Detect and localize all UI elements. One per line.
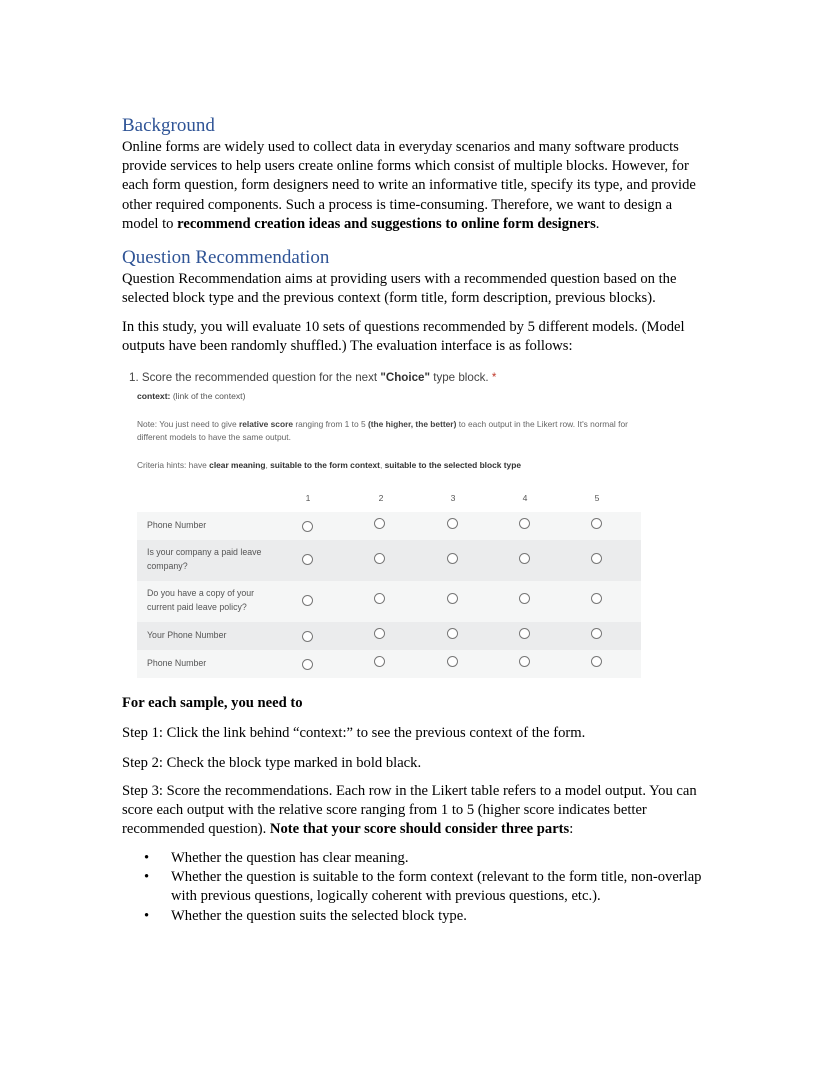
radio-button[interactable]	[519, 553, 530, 564]
row-label: Your Phone Number	[147, 630, 227, 640]
qr-paragraph-1: Question Recommendation aims at providing users with a recommended question based on the selected block type and the previous context (form title, form description, previous blocks).	[122, 271, 677, 307]
row-label: Phone Number	[147, 520, 207, 530]
question-recommendation-heading: Question Recommendation	[122, 247, 330, 268]
background-period: .	[595, 215, 600, 232]
background-paragraph	[122, 138, 712, 234]
radio-button[interactable]	[591, 628, 602, 639]
background-text: Online forms are widely used to collect data in everyday scenarios and many software products provide services to help users create online forms which consist of multiple blocks. However, for each form question, form designers need to write an informative title, specify its type, and provide other required components. Such a process is time-consuming. Therefore, we want to design a model to	[122, 139, 696, 232]
radio-button[interactable]	[591, 656, 602, 667]
radio-button[interactable]	[519, 628, 530, 639]
radio-button[interactable]	[447, 628, 458, 639]
row-label: Do you have a copy of your current paid leave policy?	[147, 588, 255, 612]
step-2: Step 2: Check the block type marked in bold black.	[122, 755, 422, 771]
list-item: • Whether the question suits the selected block type.	[122, 907, 712, 926]
scale-label: 1	[305, 493, 311, 503]
scale-label: 3	[450, 493, 456, 503]
step-1: Step 1: Click the link behind “context:” to see the previous context of the form.	[122, 725, 586, 741]
radio-button[interactable]	[519, 656, 530, 667]
context-link[interactable]: (link of the context)	[170, 391, 246, 401]
radio-button[interactable]	[302, 595, 313, 606]
radio-button[interactable]	[374, 553, 385, 564]
list-item: • Whether the question has clear meaning.	[122, 849, 712, 868]
likert-row	[137, 581, 641, 622]
context-label: context:	[137, 391, 171, 401]
radio-button[interactable]	[302, 631, 313, 642]
radio-button[interactable]	[302, 554, 313, 565]
radio-button[interactable]	[374, 593, 385, 604]
likert-row	[137, 512, 641, 540]
radio-button[interactable]	[302, 521, 313, 532]
radio-button[interactable]	[519, 593, 530, 604]
step-3: Step 3: Score the recommendations. Each row in the Likert table refers to a model output. You can score each output with the relative score ranging from 1 to 5 (higher score indicates better recommended question). Note that your score should consider three parts:	[122, 783, 697, 838]
radio-button[interactable]	[447, 518, 458, 529]
list-item: • Whether the question is suitable to the form context (relevant to the form title, non-overlap with previous questions, logically coherent with previous questions, etc.).	[144, 869, 702, 905]
scale-label: 4	[522, 493, 528, 503]
radio-button[interactable]	[591, 518, 602, 529]
form-question-title: 1. Score the recommended question for the next "Choice" type block. *	[129, 371, 497, 384]
likert-row	[137, 650, 641, 678]
row-label: Is your company a paid leave company?	[147, 547, 262, 571]
scale-label: 5	[594, 493, 600, 503]
context-line	[137, 391, 245, 401]
bullet: •	[144, 850, 150, 866]
qr-paragraph-2: In this study, you will evaluate 10 sets of questions recommended by 5 different models. (Model outputs have been randomly shuffled.) The evaluation interface is as follows:	[122, 319, 685, 355]
required-mark: *	[491, 371, 497, 384]
radio-button[interactable]	[374, 656, 385, 667]
step-3-bold-note: Note that your score should consider three parts	[269, 821, 570, 838]
bullet: •	[144, 869, 150, 886]
form-note: Note: You just need to give relative score ranging from 1 to 5 (the higher, the better) to each output in the Likert row. It's normal for different models to have the same output.	[137, 419, 628, 442]
row-label: Phone Number	[147, 658, 207, 668]
block-type-label: "Choice"	[380, 371, 430, 384]
instructions-heading: For each sample, you need to	[122, 695, 303, 711]
background-heading: Background	[122, 115, 215, 136]
scale-label: 2	[378, 493, 384, 503]
criteria-hints: Criteria hints: have clear meaning, suitable to the form context, suitable to the selected block type	[137, 460, 521, 470]
radio-button[interactable]	[447, 553, 458, 564]
radio-button[interactable]	[302, 659, 313, 670]
radio-button[interactable]	[591, 553, 602, 564]
bullet: •	[144, 907, 150, 924]
criteria-list	[122, 849, 712, 926]
likert-row	[137, 540, 641, 581]
radio-button[interactable]	[374, 518, 385, 529]
background-bold-text: recommend creation ideas and suggestions to online form designers	[177, 215, 596, 232]
radio-button[interactable]	[591, 593, 602, 604]
radio-button[interactable]	[374, 628, 385, 639]
radio-button[interactable]	[447, 593, 458, 604]
likert-row	[137, 622, 641, 650]
radio-button[interactable]	[447, 656, 458, 667]
radio-button[interactable]	[519, 518, 530, 529]
